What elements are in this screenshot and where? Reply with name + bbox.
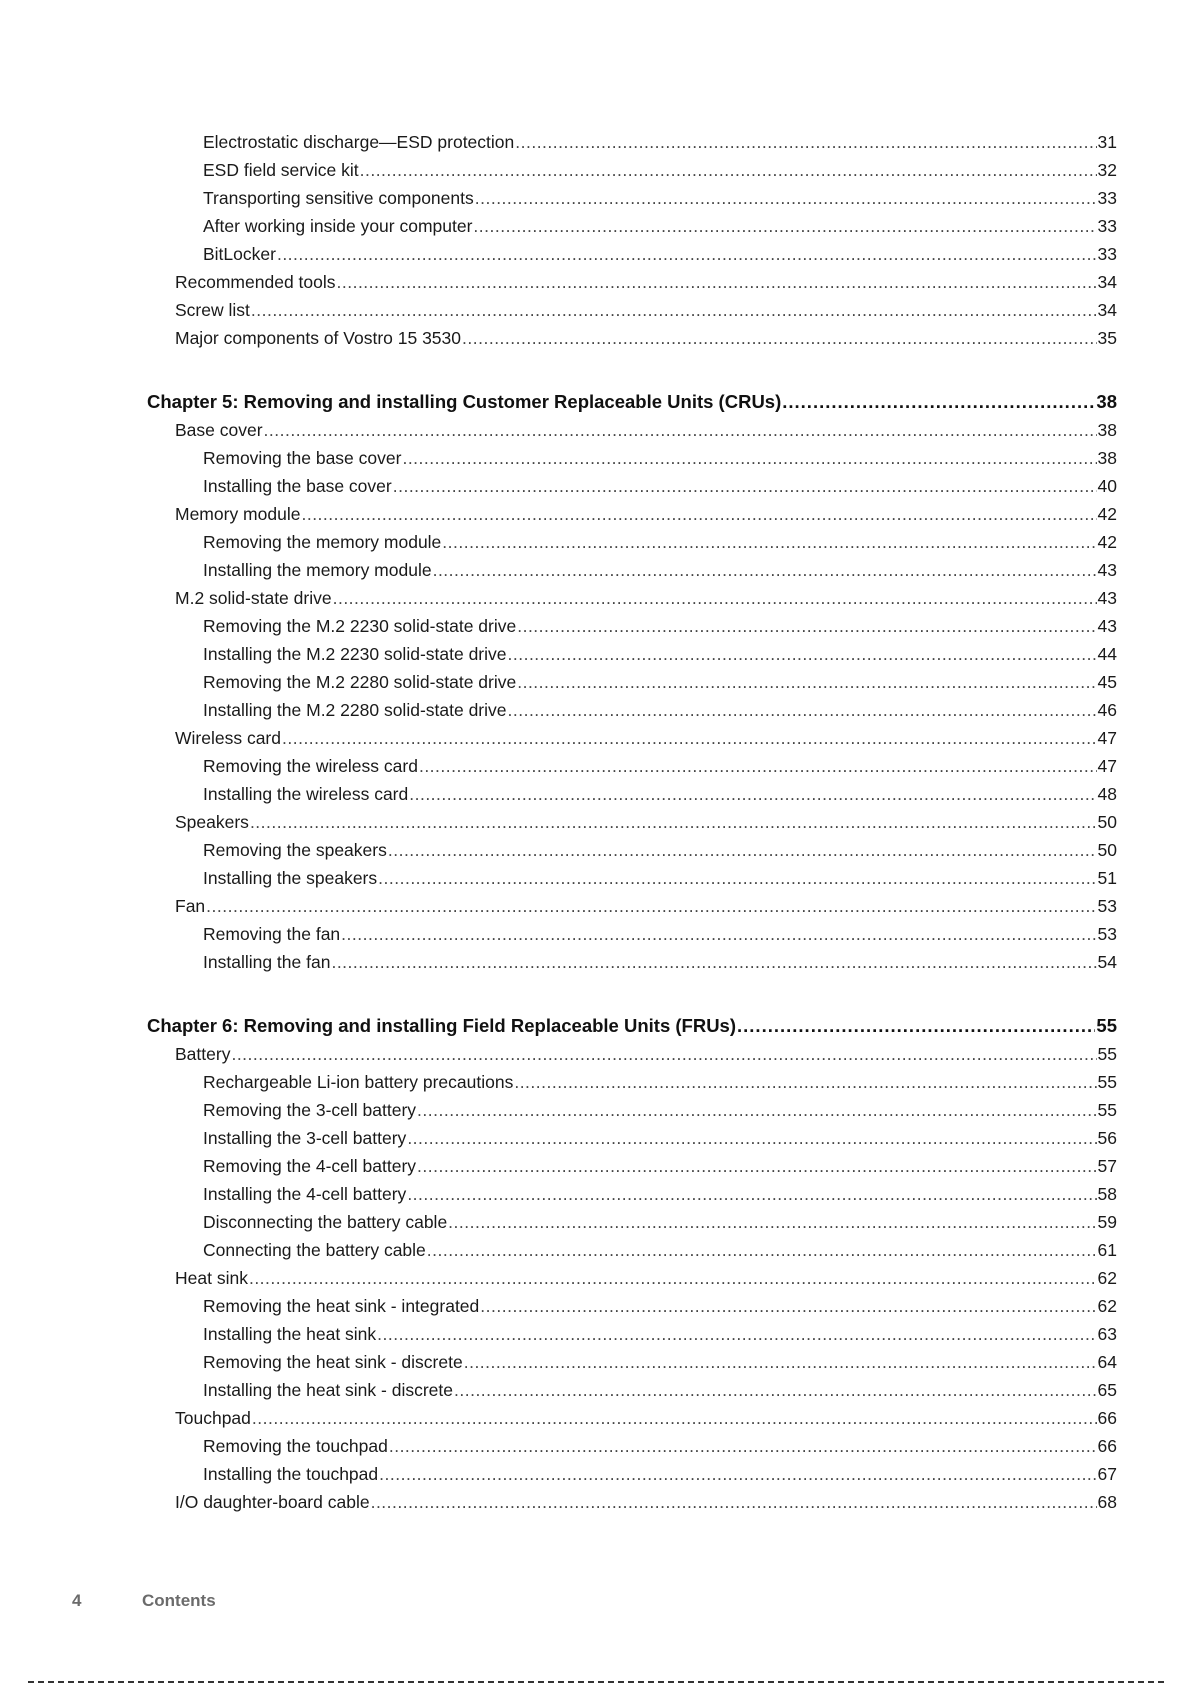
entry-page-number: 55: [1097, 1072, 1117, 1092]
dot-leader: [508, 699, 1097, 722]
entry-label: ESD field service kit: [203, 160, 359, 180]
footer-page-number: 4: [72, 1591, 82, 1610]
entry-label: M.2 solid-state drive: [175, 588, 332, 608]
entry-page-number: 38: [1097, 448, 1117, 468]
entry-page-number: 64: [1097, 1352, 1117, 1372]
dot-leader: [737, 1015, 1095, 1038]
dot-leader: [508, 643, 1097, 666]
entry-label: Battery: [175, 1044, 231, 1064]
dot-leader: [206, 895, 1096, 918]
entry-page-number: 61: [1097, 1240, 1117, 1260]
entry-label: Installing the fan: [203, 952, 331, 972]
entry-label: Installing the touchpad: [203, 1464, 379, 1484]
entry-label: Removing the base cover: [203, 448, 402, 468]
entry-label: Disconnecting the battery cable: [203, 1212, 448, 1232]
entry-page-number: 50: [1097, 840, 1117, 860]
toc-chapter-entry[interactable]: [0, 382, 1192, 414]
entry-label: Speakers: [175, 812, 249, 832]
entry-page-number: 34: [1097, 300, 1117, 320]
entry-label: Installing the heat sink - discrete: [203, 1380, 453, 1400]
entry-page-number: 66: [1097, 1408, 1117, 1428]
dot-leader: [419, 755, 1097, 778]
page-footer: [72, 1591, 216, 1611]
entry-page-number: 56: [1097, 1128, 1117, 1148]
toc-subsection-entry[interactable]: [0, 554, 1192, 582]
entry-label: Removing the wireless card: [203, 756, 418, 776]
toc-subsection-entry[interactable]: [0, 918, 1192, 946]
toc-subsection-entry[interactable]: [0, 154, 1192, 182]
toc-section-entry[interactable]: [0, 1038, 1192, 1066]
entry-label: Removing the heat sink - discrete: [203, 1352, 463, 1372]
toc-subsection-entry[interactable]: [0, 610, 1192, 638]
toc-subsection-entry[interactable]: [0, 1346, 1192, 1374]
dot-leader: [464, 1351, 1097, 1374]
toc-section-entry[interactable]: [0, 498, 1192, 526]
entry-page-number: 62: [1097, 1268, 1117, 1288]
chapter-title: Chapter 6: Removing and installing Field Replaceable Units (FRUs): [147, 1015, 737, 1036]
dot-leader: [231, 1043, 1096, 1066]
toc-subsection-entry[interactable]: [0, 238, 1192, 266]
toc-subsection-entry[interactable]: [0, 638, 1192, 666]
entry-label: Wireless card: [175, 728, 281, 748]
entry-page-number: 67: [1097, 1464, 1117, 1484]
entry-page-number: 57: [1097, 1156, 1117, 1176]
entry-label: Removing the memory module: [203, 532, 442, 552]
toc-subsection-entry[interactable]: [0, 526, 1192, 554]
entry-page-number: 63: [1097, 1324, 1117, 1344]
toc-subsection-entry[interactable]: [0, 1458, 1192, 1486]
entry-label: Installing the M.2 2280 solid-state drive: [203, 700, 507, 720]
dot-leader: [515, 131, 1096, 154]
entry-label: Removing the 4-cell battery: [203, 1156, 417, 1176]
entry-page-number: 68: [1097, 1492, 1117, 1512]
toc-subsection-entry[interactable]: [0, 1150, 1192, 1178]
toc-subsection-entry[interactable]: [0, 126, 1192, 154]
entry-label: BitLocker: [203, 244, 276, 264]
entry-page-number: 51: [1097, 868, 1117, 888]
toc-subsection-entry[interactable]: [0, 862, 1192, 890]
entry-page-number: 53: [1097, 896, 1117, 916]
dot-leader: [402, 447, 1096, 470]
entry-page-number: 33: [1097, 216, 1117, 236]
entry-label: Removing the touchpad: [203, 1436, 388, 1456]
entry-label: Installing the memory module: [203, 560, 432, 580]
toc-section-entry[interactable]: [0, 582, 1192, 610]
dot-leader: [454, 1379, 1097, 1402]
entry-label: After working inside your computer: [203, 216, 473, 236]
dot-leader: [442, 531, 1096, 554]
entry-page-number: 62: [1097, 1296, 1117, 1316]
entry-label: Installing the base cover: [203, 476, 392, 496]
toc-subsection-entry[interactable]: [0, 182, 1192, 210]
toc-subsection-entry[interactable]: [0, 778, 1192, 806]
dot-leader: [388, 839, 1097, 862]
entry-page-number: 50: [1097, 812, 1117, 832]
entry-page-number: 43: [1097, 560, 1117, 580]
dot-leader: [389, 1435, 1097, 1458]
toc-subsection-entry[interactable]: [0, 1066, 1192, 1094]
entry-label: Removing the speakers: [203, 840, 387, 860]
entry-label: Major components of Vostro 15 3530: [175, 328, 462, 348]
entry-label: Removing the M.2 2230 solid-state drive: [203, 616, 517, 636]
entry-label: Installing the speakers: [203, 868, 378, 888]
entry-page-number: 43: [1097, 588, 1117, 608]
toc-subsection-entry[interactable]: [0, 1178, 1192, 1206]
entry-page-number: 40: [1097, 476, 1117, 496]
toc-section-entry[interactable]: [0, 266, 1192, 294]
dot-leader: [341, 923, 1096, 946]
entry-page-number: 42: [1097, 504, 1117, 524]
dot-leader: [377, 1323, 1096, 1346]
entry-page-number: 55: [1097, 1044, 1117, 1064]
entry-label: Fan: [175, 896, 206, 916]
chapter-page-number: 38: [1096, 391, 1117, 412]
dot-leader: [407, 1127, 1096, 1150]
entry-page-number: 59: [1097, 1212, 1117, 1232]
toc-subsection-entry[interactable]: [0, 1290, 1192, 1318]
toc-section-entry[interactable]: [0, 322, 1192, 350]
entry-label: Installing the 3-cell battery: [203, 1128, 407, 1148]
toc-chapter-entry[interactable]: [0, 1006, 1192, 1038]
toc-section-entry[interactable]: [0, 1402, 1192, 1430]
entry-page-number: 35: [1097, 328, 1117, 348]
entry-label: Installing the 4-cell battery: [203, 1184, 407, 1204]
entry-label: Removing the M.2 2280 solid-state drive: [203, 672, 517, 692]
dot-leader: [251, 299, 1097, 322]
entry-label: Recommended tools: [175, 272, 336, 292]
dot-leader: [427, 1239, 1097, 1262]
entry-label: Memory module: [175, 504, 301, 524]
entry-label: Installing the M.2 2230 solid-state drive: [203, 644, 507, 664]
dot-leader: [301, 503, 1096, 526]
toc-subsection-entry[interactable]: [0, 1374, 1192, 1402]
dot-leader: [462, 327, 1097, 350]
toc-subsection-entry[interactable]: [0, 946, 1192, 974]
toc-subsection-entry[interactable]: [0, 1206, 1192, 1234]
dot-leader: [782, 391, 1095, 414]
dot-leader: [407, 1183, 1096, 1206]
entry-label: Removing the fan: [203, 924, 341, 944]
toc-subsection-entry[interactable]: [0, 470, 1192, 498]
toc-section-entry[interactable]: [0, 722, 1192, 750]
toc-subsection-entry[interactable]: [0, 834, 1192, 862]
entry-label: Removing the 3-cell battery: [203, 1100, 417, 1120]
dot-leader: [371, 1491, 1097, 1514]
entry-label: Screw list: [175, 300, 250, 320]
toc-section-entry[interactable]: [0, 806, 1192, 834]
entry-label: Removing the heat sink - integrated: [203, 1296, 480, 1316]
dot-leader: [448, 1211, 1096, 1234]
dot-leader: [337, 271, 1097, 294]
dot-leader: [473, 215, 1096, 238]
entry-page-number: 31: [1097, 132, 1117, 152]
entry-page-number: 65: [1097, 1380, 1117, 1400]
dot-leader: [433, 559, 1097, 582]
toc-subsection-entry[interactable]: [0, 694, 1192, 722]
chapter-page-number: 55: [1096, 1015, 1117, 1036]
toc-subsection-entry[interactable]: [0, 1234, 1192, 1262]
dot-leader: [417, 1099, 1097, 1122]
entry-page-number: 32: [1097, 160, 1117, 180]
entry-label: Connecting the battery cable: [203, 1240, 426, 1260]
toc-subsection-entry[interactable]: [0, 1318, 1192, 1346]
bottom-border: [28, 1681, 1164, 1683]
entry-page-number: 53: [1097, 924, 1117, 944]
toc-subsection-entry[interactable]: [0, 1430, 1192, 1458]
dot-leader: [409, 783, 1096, 806]
entry-page-number: 58: [1097, 1184, 1117, 1204]
toc-section-entry[interactable]: [0, 414, 1192, 442]
entry-page-number: 55: [1097, 1100, 1117, 1120]
entry-page-number: 66: [1097, 1436, 1117, 1456]
toc-section-entry[interactable]: [0, 1486, 1192, 1514]
dot-leader: [517, 615, 1096, 638]
dot-leader: [252, 1407, 1097, 1430]
entry-page-number: 34: [1097, 272, 1117, 292]
dot-leader: [475, 187, 1097, 210]
dot-leader: [264, 419, 1097, 442]
entry-label: Transporting sensitive components: [203, 188, 474, 208]
dot-leader: [378, 867, 1096, 890]
chapter-title: Chapter 5: Removing and installing Customer Replaceable Units (CRUs): [147, 391, 782, 412]
dot-leader: [277, 243, 1097, 266]
toc-subsection-entry[interactable]: [0, 1094, 1192, 1122]
toc-section-entry[interactable]: [0, 1262, 1192, 1290]
toc-subsection-entry[interactable]: [0, 1122, 1192, 1150]
entry-label: Installing the wireless card: [203, 784, 409, 804]
toc-subsection-entry[interactable]: [0, 666, 1192, 694]
entry-page-number: 33: [1097, 244, 1117, 264]
toc-section-entry[interactable]: [0, 294, 1192, 322]
entry-label: Touchpad: [175, 1408, 251, 1428]
entry-page-number: 48: [1097, 784, 1117, 804]
entry-page-number: 42: [1097, 532, 1117, 552]
dot-leader: [514, 1071, 1096, 1094]
dot-leader: [282, 727, 1097, 750]
toc-subsection-entry[interactable]: [0, 750, 1192, 778]
entry-page-number: 54: [1097, 952, 1117, 972]
entry-label: Base cover: [175, 420, 263, 440]
entry-label: Electrostatic discharge—ESD protection: [203, 132, 515, 152]
entry-label: Rechargeable Li-ion battery precautions: [203, 1072, 514, 1092]
dot-leader: [517, 671, 1096, 694]
dot-leader: [333, 587, 1097, 610]
dot-leader: [379, 1463, 1096, 1486]
footer-section-label: Contents: [142, 1591, 216, 1610]
entry-page-number: 47: [1097, 756, 1117, 776]
dot-leader: [249, 1267, 1097, 1290]
entry-page-number: 45: [1097, 672, 1117, 692]
dot-leader: [480, 1295, 1096, 1318]
toc-section-entry[interactable]: [0, 890, 1192, 918]
entry-page-number: 47: [1097, 728, 1117, 748]
toc-subsection-entry[interactable]: [0, 210, 1192, 238]
dot-leader: [250, 811, 1097, 834]
toc-subsection-entry[interactable]: [0, 442, 1192, 470]
table-of-contents: [0, 126, 1192, 1514]
entry-page-number: 44: [1097, 644, 1117, 664]
entry-label: Heat sink: [175, 1268, 248, 1288]
entry-label: I/O daughter-board cable: [175, 1492, 370, 1512]
entry-page-number: 46: [1097, 700, 1117, 720]
dot-leader: [417, 1155, 1097, 1178]
dot-leader: [393, 475, 1097, 498]
dot-leader: [331, 951, 1096, 974]
entry-page-number: 38: [1097, 420, 1117, 440]
entry-page-number: 33: [1097, 188, 1117, 208]
entry-page-number: 43: [1097, 616, 1117, 636]
dot-leader: [360, 159, 1097, 182]
entry-label: Installing the heat sink: [203, 1324, 377, 1344]
